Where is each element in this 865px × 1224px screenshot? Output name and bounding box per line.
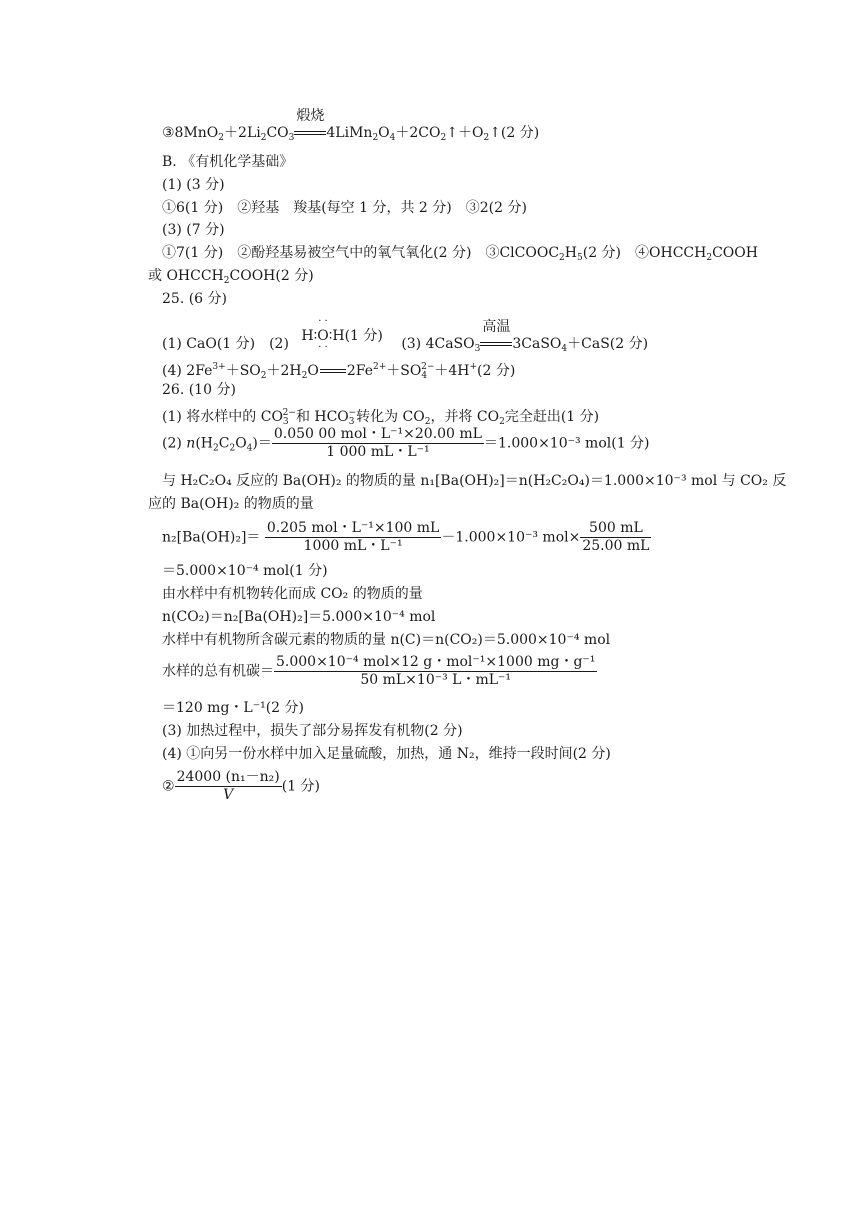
question-26-text-1: 与 H₂C₂O₄ 反应的 Ba(OH)₂ 的物质的量 n₁[Ba(OH)₂]＝n(H₂C₂O₄)＝1.000×10⁻³ mol 与 CO₂ 反	[162, 473, 787, 489]
question-26-toc-formula: 水样的总有机碳＝ $\frac{\text{5.000×10⁻⁴ mol×12 g・mol⁻¹×1000 mg・g⁻¹}}{\text{50 mL×10⁻³ L・mL⁻¹}}$	[162, 654, 596, 688]
question-26-part4-2: ② $\frac{\text{24000 (n₁－n₂)}}{V}$ (1 分)	[162, 769, 321, 803]
reaction-condition-high-temp: 高温	[480, 335, 512, 353]
subquestion-3-answers-cont: 或 $OHCCH_2COOH(2$ 分)	[148, 268, 314, 286]
section-heading-organic: B. 《有机化学基础》	[162, 154, 294, 170]
question-26-co2-amount: n(CO₂)＝n₂[Ba(OH)₂]＝5.000×10⁻⁴ mol	[162, 609, 436, 625]
question-26-part1: (1) 将水样中的 $CO_3^{2-}$和 $HCO_3^-$转化为 $CO_2$，并将 $CO_2$完全赶出(1 分)	[162, 408, 600, 427]
question-26-part4-1: (4) ①向另一份水样中加入足量硫酸，加热，通 N₂，维持一段时间(2 分)	[162, 746, 611, 762]
question-25-heading: 25. (6 分)	[162, 291, 227, 307]
fraction-volume-ratio: $\frac{500 mL}{25.00 mL}$	[582, 520, 650, 554]
fraction-toc: $\frac{\text{5.000×10⁻⁴ mol×12 g・mol⁻¹×1000 mg・g⁻¹}}{\text{50 mL×10⁻³ L・mL⁻¹}}$	[276, 654, 596, 688]
question-26-carbon-amount: 水样中有机物所含碳元素的物质的量 n(C)＝n(CO₂)＝5.000×10⁻⁴ mol	[162, 632, 611, 648]
subquestion-1: (1) (3 分)	[162, 177, 225, 193]
fraction-h2c2o4: $\frac{\text{0.050 00 mol・L⁻¹×20.00 mL}}{\text{1 000 mL・L⁻¹}}$	[273, 426, 482, 460]
fraction-final: $\frac{\text{24000 (n₁－n₂)}}{V}$	[176, 769, 280, 803]
question-26-result-1: ＝5.000×10⁻⁴ mol(1 分)	[162, 563, 328, 579]
question-26-text-2: 应的 Ba(OH)₂ 的物质的量	[148, 496, 314, 512]
question-26-part2-formula: (2) $n(H_2C_2O_4)=$ $\frac{\text{0.050 00 mol・L⁻¹×20.00 mL}}{\text{1 000 mL・L⁻¹}}$ ＝1.000×10⁻³ mol(1 分)	[162, 426, 650, 460]
question-26-part3: (3) 加热过程中，损失了部分易挥发有机物(2 分)	[162, 723, 463, 739]
question-26-heading: 26. (10 分)	[162, 382, 236, 398]
subquestion-3-answers: ①7(1 分) ②酚羟基易被空气中的氧气氧化(2 分) $③ClCOOC_2H_5(2$ 分) $④OHCCH_2COOH$	[162, 245, 758, 263]
question-25-answers: (1) CaO(1 分) (2) · · H∶O∶H · · (1 分) (3) 4CaSO$_3$ 高温 3CaSO$_4$＋CaS(2 分)	[162, 316, 649, 354]
reaction-condition-calcine: 煅烧	[294, 124, 326, 142]
water-lewis-structure: · · H∶O∶H · ·	[301, 316, 345, 353]
subquestion-3: (3) (7 分)	[162, 222, 225, 238]
fraction-baoh2-total: $\frac{\text{0.205 mol・L⁻¹×100 mL}}{\text{1000 mL・L⁻¹}}$	[266, 520, 440, 554]
question-26-text-3: 由水样中有机物转化而成 CO₂ 的物质的量	[162, 586, 423, 602]
subquestion-1-answers: ①6(1 分) ②羟基 羧基(每空 1 分，共 2 分) ③2(2 分)	[162, 200, 527, 216]
question-26-baoh2-formula: n₂[Ba(OH)₂]＝ $\frac{\text{0.205 mol・L⁻¹×100 mL}}{\text{1000 mL・L⁻¹}}$ －1.000×10⁻³ mol× $\frac{500 mL}{25.00 mL}$	[162, 520, 650, 554]
equation-line-limn2o4: $③8MnO_2+2Li_2CO_3$ 煅烧 $4LiMn_2O_4+2CO_2↑+O_2↑(2$ 分)	[162, 108, 540, 143]
question-26-toc-result: ＝120 mg・L⁻¹(2 分)	[162, 700, 304, 716]
question-25-part4: (4) $2Fe^{3+}+SO_2+2H_2O$ $2Fe^{2+}+SO_4^{2-}+4H^+(2$ 分)	[162, 362, 516, 381]
